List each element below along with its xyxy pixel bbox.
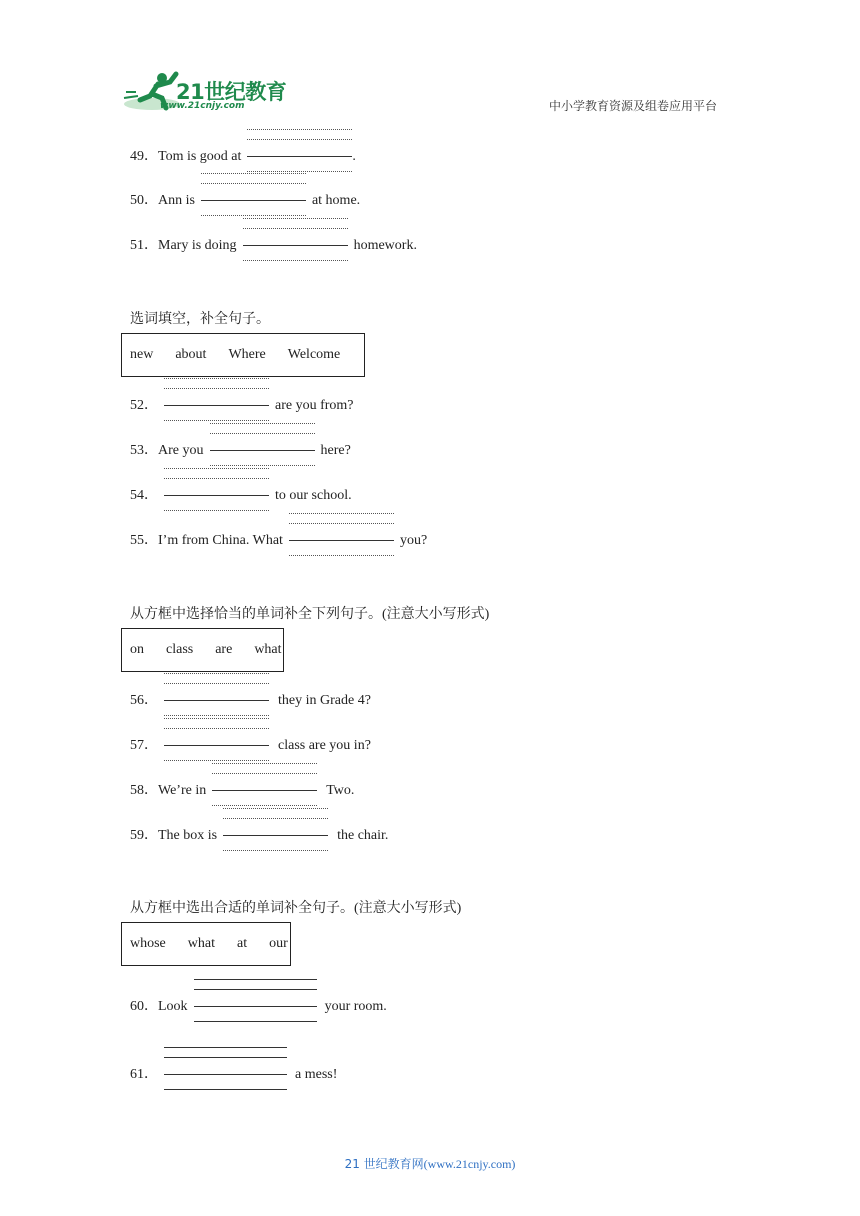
- question-text-after: at home.: [311, 193, 361, 208]
- question-51: [130, 235, 417, 254]
- question-text-before: Mary is doing: [158, 238, 237, 253]
- question-57: [130, 735, 371, 754]
- question-54: [130, 485, 352, 504]
- question-56: [130, 690, 371, 709]
- question-text-after: class are you in?: [278, 738, 371, 753]
- word-option: what: [254, 642, 282, 657]
- word-box: [121, 922, 291, 966]
- footer-link[interactable]: (www.21cnjy.com): [423, 1157, 516, 1171]
- answer-blank[interactable]: [164, 735, 269, 749]
- question-number: 54．: [130, 488, 158, 503]
- question-text-before: Look: [158, 999, 188, 1014]
- question-59: [130, 825, 388, 844]
- question-text-after: the chair.: [337, 828, 389, 843]
- question-58: [130, 780, 354, 799]
- logo-url: www.21cnjy.com: [160, 101, 245, 111]
- word-option: what: [187, 936, 215, 951]
- footer: [0, 1155, 860, 1172]
- question-number: 58．: [130, 783, 158, 798]
- word-option: our: [269, 936, 288, 951]
- question-52: [130, 395, 354, 414]
- question-number: 55．: [130, 533, 158, 548]
- answer-blank[interactable]: [289, 530, 394, 544]
- word-option: on: [130, 642, 144, 657]
- word-option: whose: [130, 936, 166, 951]
- section-title: [130, 603, 489, 623]
- question-text-after: they in Grade 4?: [278, 693, 371, 708]
- word-option: new: [130, 347, 154, 362]
- question-55: [130, 530, 427, 549]
- question-49: [130, 146, 356, 165]
- word-option: are: [215, 642, 233, 657]
- question-number: 61．: [130, 1067, 158, 1082]
- question-number: 50．: [130, 193, 158, 208]
- section-title-text: 从方框中选出合适的单词补全句子。: [130, 900, 354, 916]
- answer-blank[interactable]: [164, 485, 269, 499]
- question-text-after: .: [352, 149, 356, 164]
- answer-blank[interactable]: [164, 1064, 287, 1078]
- section-title-note: (注意大小写形式): [382, 607, 490, 622]
- answer-blank[interactable]: [243, 235, 348, 249]
- question-number: 52．: [130, 398, 158, 413]
- word-box: [121, 333, 365, 377]
- question-number: 56．: [130, 693, 158, 708]
- word-option: Where: [228, 347, 266, 362]
- word-option: Welcome: [287, 347, 341, 362]
- answer-blank[interactable]: [210, 440, 315, 454]
- question-text-before: The box is: [158, 828, 218, 843]
- section-title-note: (注意大小写形式): [354, 901, 462, 916]
- answer-blank[interactable]: [201, 190, 306, 204]
- question-text-before: I’m from China. What: [158, 533, 283, 548]
- answer-blank[interactable]: [212, 780, 317, 794]
- question-61: [130, 1064, 337, 1083]
- answer-blank[interactable]: [194, 996, 317, 1010]
- answer-blank[interactable]: [223, 825, 328, 839]
- question-text-after: you?: [399, 533, 428, 548]
- answer-blank[interactable]: [164, 395, 269, 409]
- question-50: [130, 190, 360, 209]
- question-number: 60．: [130, 999, 158, 1014]
- header-platform-text: 中小学教育资源及组卷应用平台: [549, 99, 718, 113]
- word-option: about: [175, 347, 207, 362]
- question-53: [130, 440, 351, 459]
- question-text-after: here?: [320, 443, 351, 458]
- footer-site-name: 21 世纪教育网: [344, 1157, 424, 1171]
- question-text-after: your room.: [324, 999, 387, 1014]
- question-number: 59．: [130, 828, 158, 843]
- answer-blank[interactable]: [164, 690, 269, 704]
- section-title: 选词填空，补全句子。: [130, 311, 270, 327]
- question-number: 51．: [130, 238, 158, 253]
- answer-blank[interactable]: [247, 146, 352, 160]
- question-text-before: We’re in: [158, 783, 207, 798]
- question-text-after: Two.: [326, 783, 355, 798]
- logo-text: 21世纪教育: [176, 80, 287, 104]
- question-60: [130, 996, 387, 1015]
- question-text-before: Ann is: [158, 193, 195, 208]
- question-text-after: to our school.: [275, 488, 352, 503]
- question-number: 57．: [130, 738, 158, 753]
- word-box: [121, 628, 284, 672]
- question-number: 49．: [130, 149, 158, 164]
- question-text-before: Tom is good at: [158, 149, 242, 164]
- question-text-before: Are you: [158, 443, 204, 458]
- word-option: class: [166, 642, 194, 657]
- section-title-text: 从方框中选择恰当的单词补全下列句子。: [130, 606, 382, 622]
- question-number: 53．: [130, 443, 158, 458]
- question-text-after: homework.: [353, 238, 417, 253]
- question-text-after: a mess!: [295, 1067, 338, 1082]
- question-text-after: are you from?: [275, 398, 354, 413]
- word-option: at: [237, 936, 248, 951]
- section-title: [130, 897, 461, 917]
